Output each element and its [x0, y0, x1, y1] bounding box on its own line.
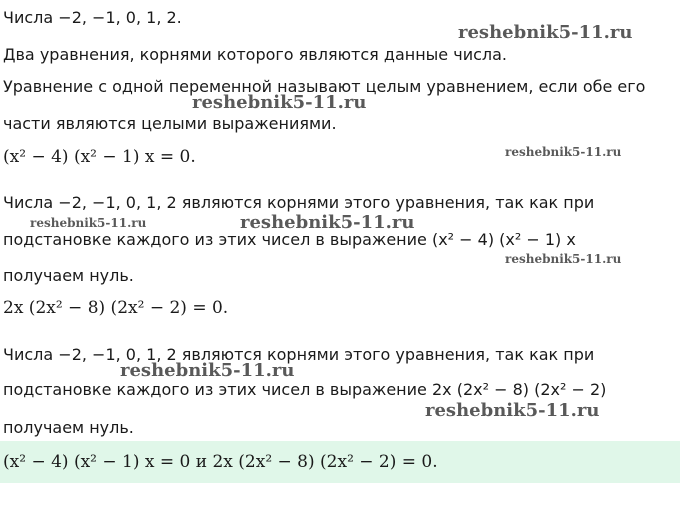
text-explanation-2: Числа −2, −1, 0, 1, 2 являются корнями этого уравнения, так как при — [3, 345, 595, 364]
watermark: reshebnik5-11.ru — [505, 145, 622, 159]
text-substitution-2: подстановке каждого из этих чисел в выражение 2x (2x² − 8) (2x² − 2) — [3, 380, 607, 399]
equation-1: (x² − 4) (x² − 1) x = 0. — [3, 147, 196, 167]
equation-2: 2x (2x² − 8) (2x² − 2) = 0. — [3, 298, 229, 318]
text-definition-1: Уравнение с одной переменной называют целым уравнением, если обе его — [3, 77, 646, 96]
watermark: reshebnik5-11.ru — [505, 252, 622, 266]
watermark: reshebnik5-11.ru — [458, 22, 633, 43]
watermark: reshebnik5-11.ru — [120, 360, 295, 381]
text-numbers: Числа −2, −1, 0, 1, 2. — [3, 8, 182, 27]
watermark: reshebnik5-11.ru — [240, 212, 415, 233]
watermark: reshebnik5-11.ru — [30, 216, 147, 230]
text-substitution-1: подстановке каждого из этих чисел в выражение (x² − 4) (x² − 1) x — [3, 230, 576, 249]
text-zero-1: получаем нуль. — [3, 266, 134, 285]
watermark: reshebnik5-11.ru — [425, 400, 600, 421]
text-zero-2: получаем нуль. — [3, 418, 134, 437]
text-definition-2: части являются целыми выражениями. — [3, 114, 337, 133]
text-two-equations: Два уравнения, корнями которого являются данные числа. — [3, 45, 507, 64]
text-explanation-1: Числа −2, −1, 0, 1, 2 являются корнями этого уравнения, так как при — [3, 193, 595, 212]
watermark: reshebnik5-11.ru — [192, 92, 367, 113]
answer-equations: (x² − 4) (x² − 1) x = 0 и 2x (2x² − 8) (2x² − 2) = 0. — [3, 452, 438, 472]
